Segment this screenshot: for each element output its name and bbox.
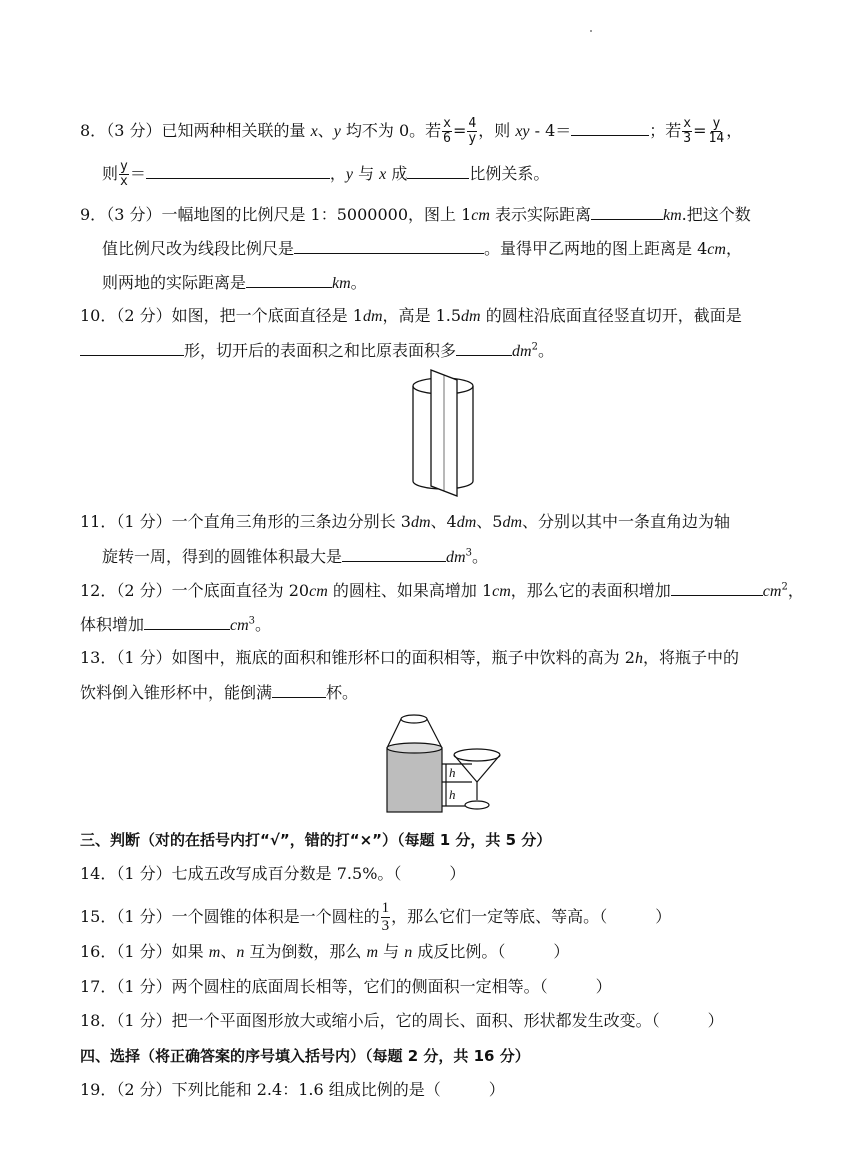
q13-line1 [80, 646, 739, 671]
q10-text: 如图，把一个底面直径是 1 [171, 306, 363, 325]
q16-var-m: m [208, 944, 221, 961]
q8-text: 已知两种相关联的量 [161, 121, 311, 140]
q16-text: 互为倒数，那么 [244, 942, 367, 961]
q13-blank-1[interactable] [272, 680, 326, 698]
q14-number: 14． [80, 864, 117, 883]
q8-text: 均不为 0。若 [340, 121, 442, 140]
q8-fraction-y-14: $\frac{y}{14}$ [708, 116, 725, 146]
q19-text: 下列比能和 2.4：1.6 组成比例的是 [171, 1080, 425, 1099]
q9-score: （3 分） [106, 205, 162, 224]
q12-text: ，那么它的表面积增加 [510, 581, 671, 600]
q17-text: 两个圆柱的底面周长相等，它们的侧面积一定相等。 [171, 977, 540, 996]
scan-speck [590, 30, 592, 32]
q8-blank-1[interactable] [571, 118, 649, 136]
q9-text: 。量得甲乙两地的图上距离是 4 [484, 239, 708, 258]
q9-line1 [80, 202, 751, 228]
q16-text: 如果 [171, 942, 209, 961]
q12-unit: cm [309, 583, 328, 600]
q12-text: 体积增加 [80, 615, 145, 634]
q10-number: 10． [80, 306, 117, 325]
q8-text: ，则 [478, 121, 516, 140]
q15-line [80, 900, 671, 935]
q9-line3 [102, 270, 367, 296]
q8-fraction-4-y: $\frac{4}{y}$ [468, 116, 477, 146]
q8-text: 、 [317, 121, 334, 140]
section-3-heading: 三、判断（对的在括号内打“√”，错的打“×”）（每题 1 分，共 5 分） [80, 831, 552, 849]
q16-var-n: n [404, 944, 413, 961]
q16-text: 、 [220, 942, 237, 961]
q8-text: ， [726, 121, 743, 140]
q11-unit: dm [502, 514, 522, 531]
q15-score: （1 分） [116, 907, 172, 926]
q11-unit: dm [446, 549, 466, 566]
figure-h-label-upper: h [449, 765, 456, 780]
q19-answer-paren[interactable]: （ ） [424, 1080, 505, 1099]
q11-text: 、5 [476, 512, 503, 531]
q8-equals: = [693, 121, 707, 140]
q16-var-n: n [236, 944, 245, 961]
q14-answer-paren[interactable]: （ ） [393, 864, 466, 883]
q8-fraction-x-3: $\frac{x}{3}$ [683, 116, 692, 146]
q10-blank-2[interactable] [456, 338, 512, 356]
q8-text: 比例关系。 [469, 164, 550, 183]
q11-text: 一个直角三角形的三条边分别长 3 [171, 512, 411, 531]
q9-blank-3[interactable] [246, 270, 332, 288]
q16-line [80, 940, 569, 965]
q11-unit: dm [410, 514, 431, 531]
q12-unit: cm [762, 583, 782, 600]
q12-number: 12． [80, 581, 117, 600]
q10-score: （2 分） [116, 306, 172, 325]
q10-unit: dm [362, 308, 383, 325]
q9-line2 [102, 236, 742, 262]
q9-text: 一幅地图的比例尺是 1：5000000，图上 1 [161, 205, 472, 224]
q13-var-h: h [634, 650, 643, 667]
bottle-cup-figure [384, 712, 508, 816]
q8-text: ， [329, 164, 346, 183]
q10-unit: dm [512, 343, 532, 360]
q8-var-xy: xy [515, 123, 530, 140]
q13-text: ，将瓶子中的 [642, 648, 739, 667]
q11-score: （1 分） [116, 512, 172, 531]
q9-unit: km [663, 207, 682, 224]
q13-text: 饮料倒入锥形杯中，能倒满 [80, 683, 273, 702]
q10-line1 [80, 304, 742, 329]
q17-line [80, 975, 612, 999]
q12-superscript: 2 [781, 581, 788, 593]
q16-text: 与 [378, 942, 405, 961]
q8-equals: = [452, 121, 467, 140]
q11-text: 旋转一周，得到的圆锥体积最大是 [102, 547, 343, 566]
q11-unit: dm [456, 514, 477, 531]
q9-text: 则两地的实际距离是 [102, 273, 247, 292]
q19-line [80, 1078, 505, 1102]
q10-text: 的圆柱沿底面直径竖直切开，截面是 [480, 306, 742, 325]
q9-unit: km [332, 275, 351, 292]
q8-number: 8． [80, 121, 107, 140]
q19-score: （2 分） [116, 1080, 172, 1099]
q18-score: （1 分） [116, 1011, 172, 1030]
q12-text: 。 [255, 615, 272, 634]
q9-blank-2[interactable] [294, 236, 484, 254]
q10-unit: dm [461, 308, 481, 325]
q8-blank-2[interactable] [146, 161, 330, 179]
q19-number: 19． [80, 1080, 117, 1099]
q9-text: .把这个数 [681, 205, 751, 224]
q8-var-y: y [345, 166, 353, 183]
q12-unit: cm [492, 583, 511, 600]
q11-number: 11． [80, 512, 117, 531]
q8-score: （3 分） [106, 121, 162, 140]
q11-text: 、分别以其中一条直角边为轴 [522, 512, 731, 531]
q8-text: - 4＝ [529, 121, 572, 140]
q8-blank-3[interactable] [407, 161, 469, 179]
q9-text: 表示实际距离 [489, 205, 592, 224]
q8-text: 与 [352, 164, 380, 183]
q8-text: 成 [386, 164, 408, 183]
q8-text: 则 [102, 164, 119, 183]
q15-fraction-1-3: $\frac{1}{3}$ [381, 900, 390, 934]
q8-text: ＝ [129, 164, 146, 183]
q17-score: （1 分） [116, 977, 172, 996]
q10-blank-1[interactable] [80, 338, 184, 356]
q9-number: 9． [80, 205, 107, 224]
q11-line1 [80, 510, 730, 535]
q15-answer-paren[interactable]: （ ） [599, 907, 672, 926]
q18-number: 18． [80, 1011, 117, 1030]
q16-text: 成反比例。 [412, 942, 498, 961]
section-4-heading: 四、选择（将正确答案的序号填入括号内）（每题 2 分，共 16 分） [80, 1047, 530, 1065]
q11-line2 [102, 544, 488, 570]
q12-blank-2[interactable] [144, 612, 230, 630]
q11-blank-1[interactable] [342, 544, 446, 562]
q13-score: （1 分） [116, 648, 172, 667]
q10-text: ，高是 1.5 [382, 306, 462, 325]
q15-number: 15． [80, 907, 117, 926]
q12-line2 [80, 612, 271, 638]
q12-unit: cm [230, 617, 249, 634]
q18-text: 把一个平面图形放大或缩小后，它的周长、面积、形状都发生改变。 [171, 1011, 652, 1030]
q12-blank-1[interactable] [671, 578, 763, 596]
q13-line2 [80, 680, 358, 705]
cylinder-cut-figure [405, 366, 487, 498]
q11-text: 、4 [430, 512, 457, 531]
figure-h-label-lower: h [449, 787, 456, 802]
q8-line2 [102, 160, 549, 189]
q12-text: 的圆柱、如果高增加 1 [327, 581, 493, 600]
q8-var-x: x [379, 166, 387, 183]
q14-line [80, 862, 465, 886]
q9-blank-1[interactable] [591, 202, 663, 220]
q13-number: 13． [80, 648, 117, 667]
q10-line2 [80, 338, 554, 364]
q16-number: 16． [80, 942, 117, 961]
q10-text: 。 [537, 341, 554, 360]
q12-text: ， [787, 581, 804, 600]
q9-text: 。 [350, 273, 367, 292]
q10-text: 形，切开后的表面积之和比原表面积多 [184, 341, 457, 360]
q17-answer-paren[interactable]: （ ） [539, 977, 612, 996]
q11-text: 。 [471, 547, 488, 566]
q12-superscript: 3 [248, 615, 256, 627]
q16-score: （1 分） [116, 942, 172, 961]
q8-fraction-x-6: $\frac{x}{6}$ [443, 116, 451, 146]
q17-number: 17． [80, 977, 117, 996]
q9-text: ， [725, 239, 742, 258]
q11-superscript: 3 [465, 547, 472, 559]
q8-fraction-y-x: $\frac{y}{x}$ [120, 159, 128, 189]
q10-superscript: 2 [531, 341, 538, 353]
q16-answer-paren[interactable]: （ ） [497, 942, 570, 961]
q9-unit: cm [707, 241, 726, 258]
q8-var-x: x [310, 123, 318, 140]
q13-text: 如图中，瓶底的面积和锥形杯口的面积相等，瓶子中饮料的高为 2 [171, 648, 635, 667]
q8-text: ；若 [649, 121, 682, 140]
q13-text: 杯。 [326, 683, 359, 702]
q12-line1 [80, 578, 804, 604]
q8-var-y: y [333, 123, 341, 140]
q16-var-m: m [366, 944, 379, 961]
q18-line [80, 1009, 724, 1033]
q9-text: 值比例尺改为线段比例尺是 [102, 239, 295, 258]
q9-unit: cm [471, 207, 490, 224]
q12-score: （2 分） [116, 581, 172, 600]
q15-text: ，那么它们一定等底、等高。 [391, 907, 600, 926]
q14-text: 七成五改写成百分数是 7.5%。 [171, 864, 394, 883]
q15-text: 一个圆锥的体积是一个圆柱的 [171, 907, 380, 926]
q18-answer-paren[interactable]: （ ） [651, 1011, 724, 1030]
q8-line1 [80, 117, 742, 146]
q14-score: （1 分） [116, 864, 172, 883]
q12-text: 一个底面直径为 20 [171, 581, 310, 600]
